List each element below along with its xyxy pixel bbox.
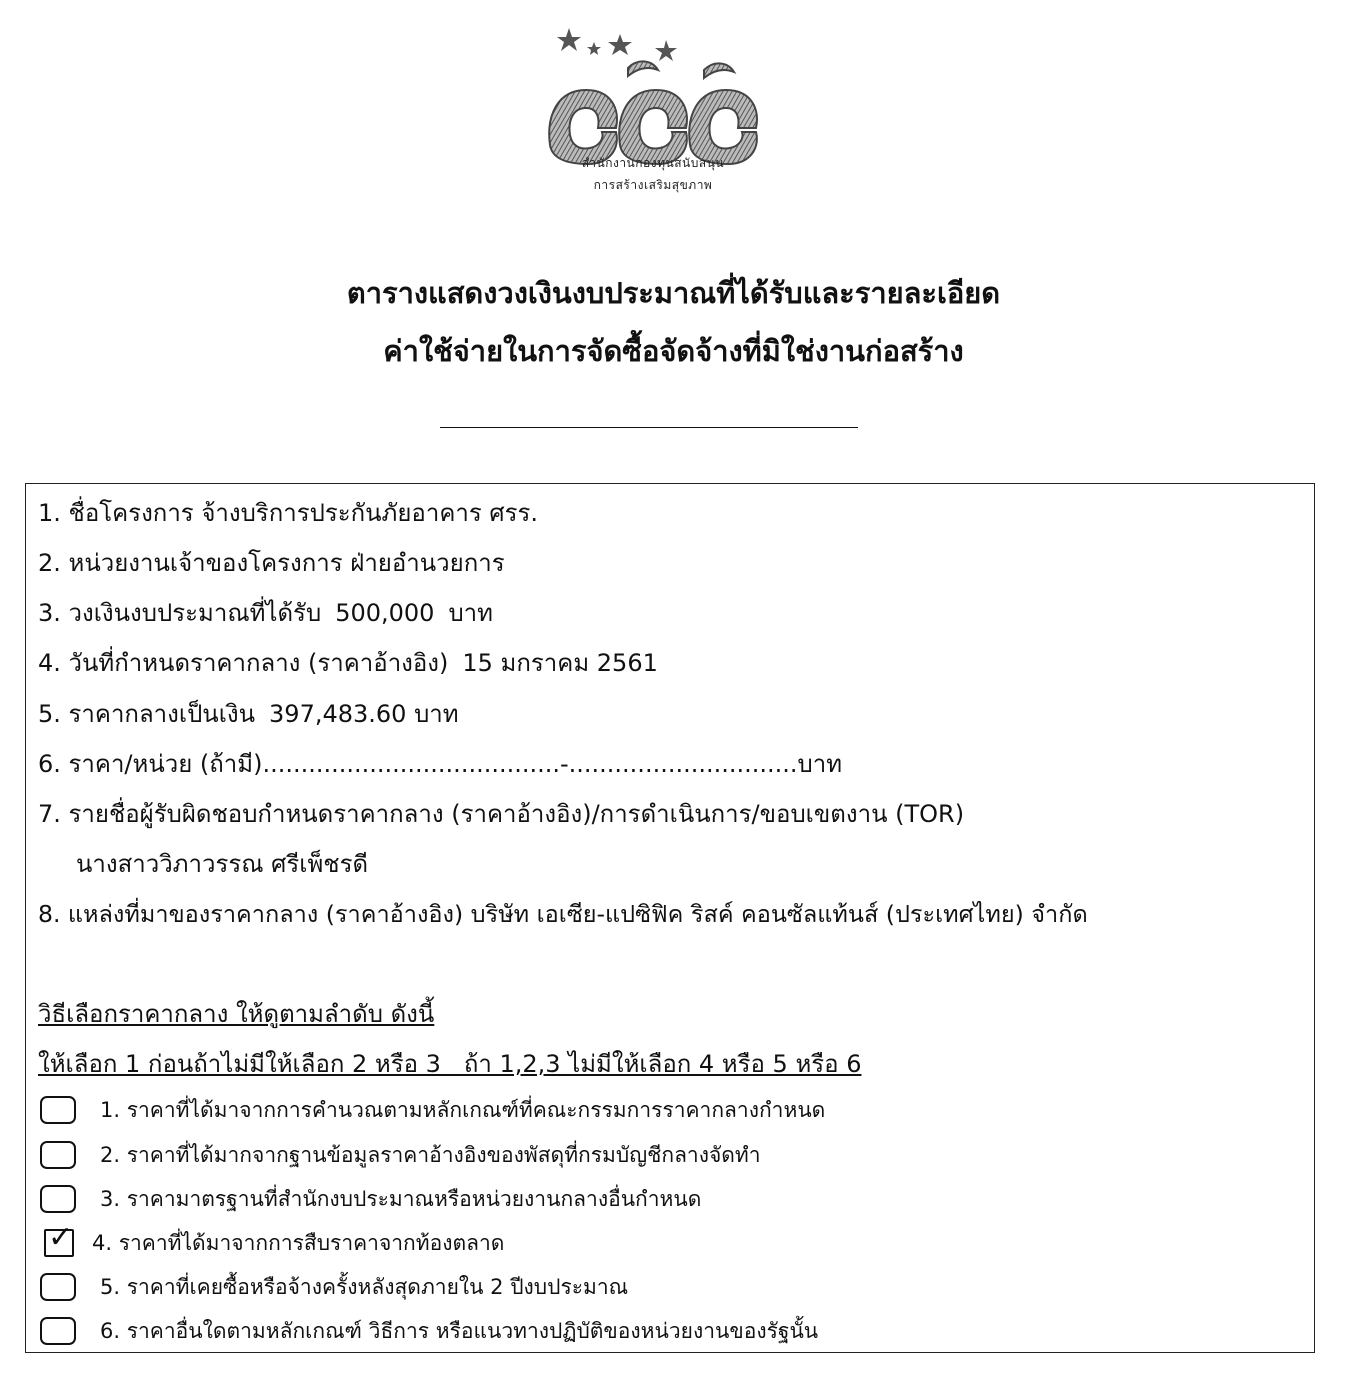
checkmark-icon: ✓ xyxy=(48,1220,74,1255)
logo-wordmark xyxy=(549,61,757,164)
method-option-4[interactable] xyxy=(40,1220,505,1261)
method-option-5[interactable] xyxy=(40,1269,628,1305)
method-option-6[interactable] xyxy=(40,1313,818,1349)
checkbox[interactable] xyxy=(40,1141,76,1169)
method-option-label: 6. ราคาอื่นใดตามหลักเกณฑ์ วิธีการ หรือแนวทางปฏิบัติของหน่วยงานของรัฐนั้น xyxy=(100,1318,819,1343)
method-option-label: 5. ราคาที่เคยซื้อหรือจ้างครั้งหลังสุดภายใน 2 ปีงบประมาณ xyxy=(100,1274,629,1299)
method-option-2[interactable] xyxy=(40,1137,761,1173)
checkbox[interactable] xyxy=(40,1317,76,1345)
item-reference-date-label: 4. วันที่กำหนดราคากลาง (ราคาอ้างอิง) xyxy=(38,649,449,677)
item-budget-unit: บาท xyxy=(448,599,493,627)
method-option-3[interactable] xyxy=(40,1181,701,1217)
item-budget xyxy=(38,597,493,629)
page-title-line2: ค่าใช้จ่ายในการจัดซื้อจัดจ้างที่มิใช่งานก่อสร้าง xyxy=(383,334,964,368)
checkbox[interactable] xyxy=(40,1096,76,1124)
method-instruction: ให้เลือก 1 ก่อนถ้าไม่มีให้เลือก 2 หรือ 3 ถ้า 1,2,3 ไม่มีให้เลือก 4 หรือ 5 หรือ 6 xyxy=(38,1050,862,1078)
thaihealth-logo xyxy=(528,20,778,202)
logo-org-line1: สำนักงานกองทุนสนับสนุน xyxy=(581,156,725,170)
item-median-price xyxy=(38,698,459,730)
item-median-price-label: 5. ราคากลางเป็นเงิน xyxy=(38,700,256,728)
item-median-price-value: 397,483.60 บาท xyxy=(269,700,459,728)
item-responsible-name: นางสาววิภาวรรณ ศรีเพ็ชรดี xyxy=(76,850,369,878)
method-option-1[interactable] xyxy=(40,1092,825,1128)
method-heading: วิธีเลือกราคากลาง ให้ดูตามลำดับ ดังนี้ xyxy=(38,1000,435,1028)
item-responsible-label: 7. รายชื่อผู้รับผิดชอบกำหนดราคากลาง (ราคาอ้างอิง)/การดำเนินการ/ขอบเขตงาน (TOR) xyxy=(38,800,965,828)
item-project-name: 1. ชื่อโครงการ จ้างบริการประกันภัยอาคาร ศรร. xyxy=(38,499,539,527)
item-price-source: 8. แหล่งที่มาของราคากลาง (ราคาอ้างอิง) บริษัท เอเซีย-แปซิฟิค ริสค์ คอนซัลแท้นส์ (ประเทศไทย) จำกัด xyxy=(38,900,1088,928)
page-title-line1: ตารางแสดงวงเงินงบประมาณที่ได้รับและรายละเอียด xyxy=(346,276,1001,310)
logo-org-line2: การสร้างเสริมสุขภาพ xyxy=(593,178,713,192)
method-option-label: 3. ราคามาตรฐานที่สำนักงบประมาณหรือหน่วยงานกลางอื่นกำหนด xyxy=(100,1186,702,1211)
checkbox[interactable] xyxy=(44,1220,74,1257)
item-unit-price: 6. ราคา/หน่วย (ถ้ามี).......................................-..............................บาท xyxy=(38,750,843,778)
item-reference-date xyxy=(38,647,658,679)
star-figure-icon xyxy=(557,28,677,61)
method-option-label: 4. ราคาที่ได้มาจากการสืบราคาจากท้องตลาด xyxy=(92,1230,505,1255)
checkbox[interactable] xyxy=(40,1185,76,1213)
title-divider xyxy=(440,427,858,428)
item-owner-unit: 2. หน่วยงานเจ้าของโครงการ ฝ่ายอำนวยการ xyxy=(38,549,505,577)
method-option-label: 2. ราคาที่ได้มากจากฐานข้อมูลราคาอ้างอิงของพัสดุที่กรมบัญชีกลางจัดทำ xyxy=(100,1142,761,1167)
item-reference-date-value: 15 มกราคม 2561 xyxy=(462,649,658,677)
checkbox[interactable] xyxy=(40,1273,76,1301)
item-budget-label: 3. วงเงินงบประมาณที่ได้รับ xyxy=(38,599,322,627)
item-budget-amount: 500,000 xyxy=(335,599,435,627)
method-option-label: 1. ราคาที่ได้มาจากการคำนวณตามหลักเกณฑ์ที่คณะกรรมการราคากลางกำหนด xyxy=(100,1097,826,1122)
